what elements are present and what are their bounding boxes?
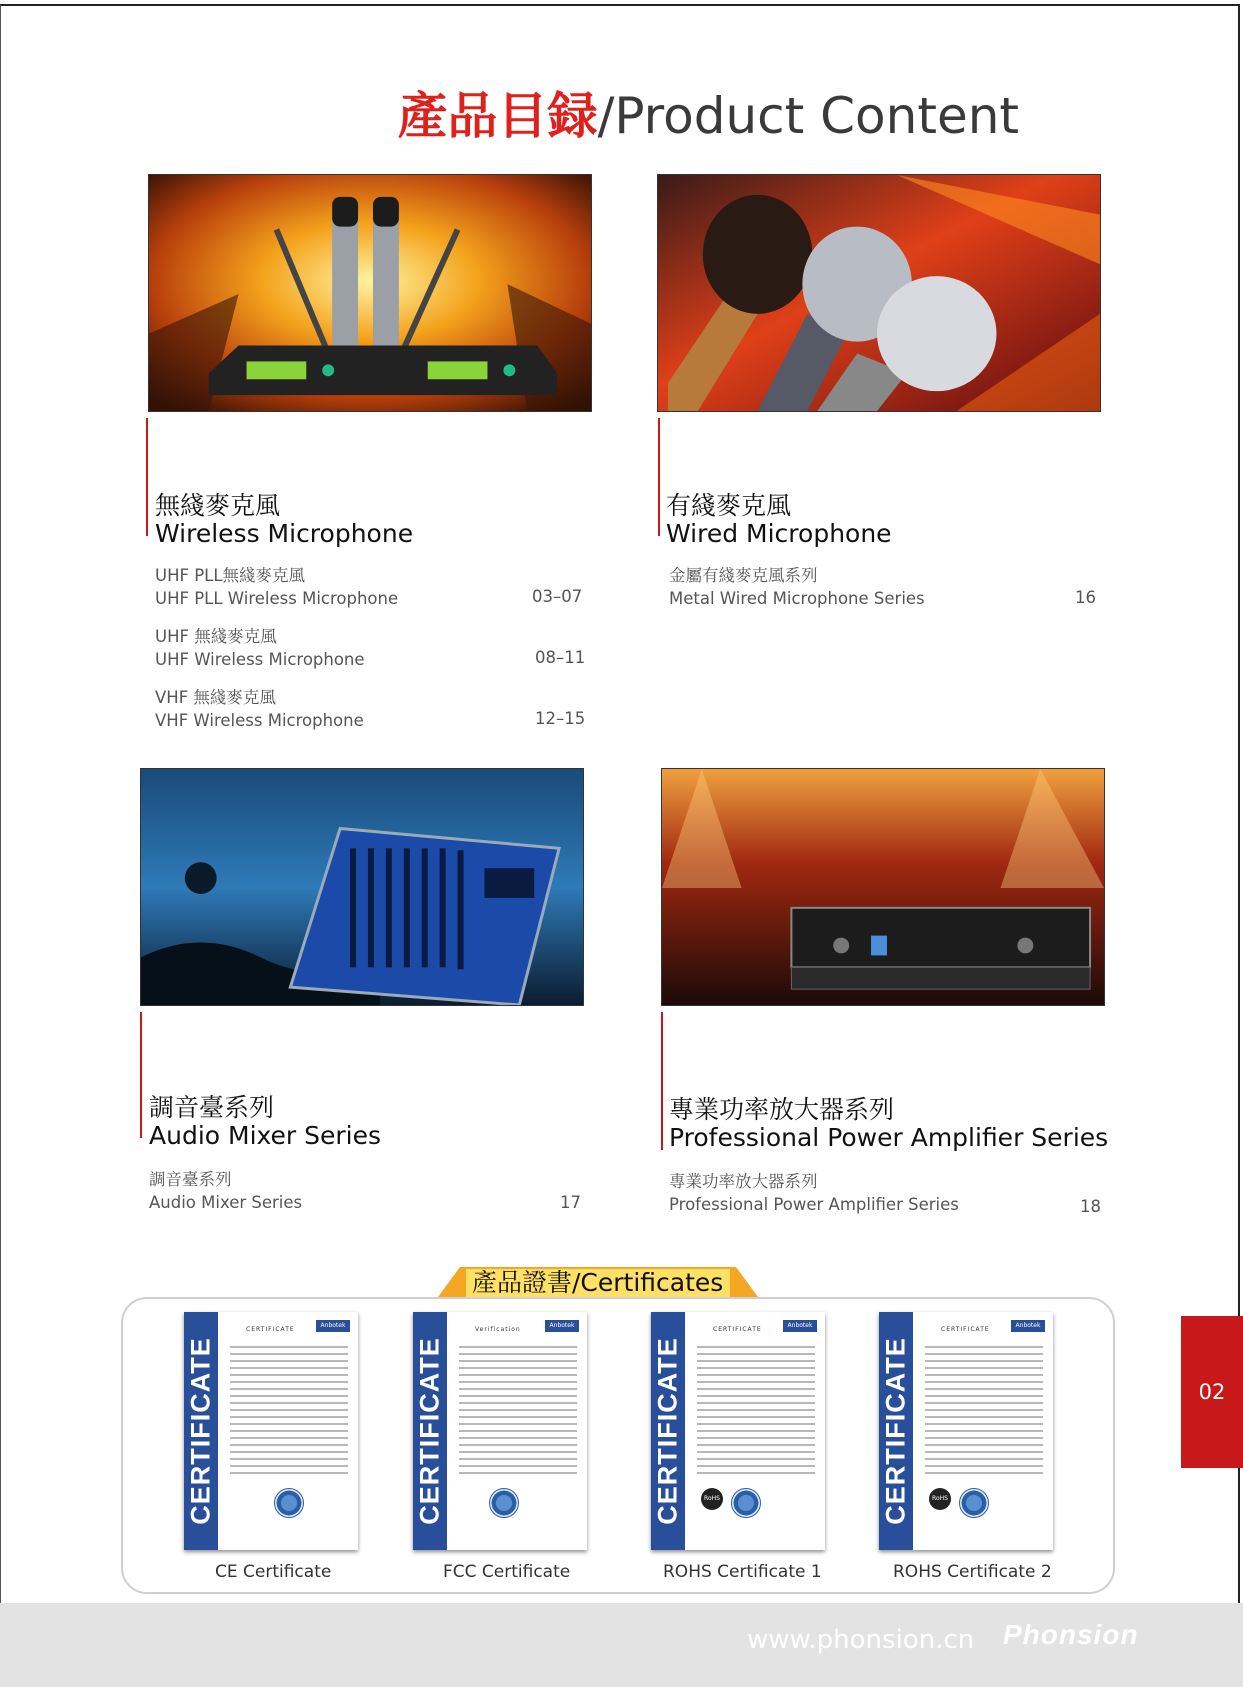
section-title-zh: 調音臺系列	[149, 1093, 275, 1122]
toc-item-zh: 金屬有綫麥克風系列	[669, 566, 818, 585]
certificate-caption: CE Certificate	[215, 1562, 332, 1582]
certificate-band-text: CERTIFICATE	[414, 1337, 445, 1525]
fcc-certificate-image	[413, 1312, 587, 1550]
toc-item	[155, 686, 364, 732]
section-title-zh: 無綫麥克風	[155, 491, 281, 520]
wireless-microphone-photo	[148, 174, 592, 412]
seal-icon	[959, 1488, 989, 1518]
section-divider	[661, 1012, 663, 1150]
page-title-en: /Product Content	[597, 87, 1019, 145]
toc-item-en: Professional Power Amplifier Series	[669, 1195, 959, 1214]
toc-page-number: 03–07	[532, 587, 583, 606]
section-divider	[658, 418, 660, 536]
toc-page-number: 18	[1080, 1197, 1101, 1216]
section-title-en: Wired Microphone	[666, 519, 892, 548]
seal-icon	[489, 1488, 519, 1518]
section-title-zh: 有綫麥克風	[666, 491, 792, 520]
toc-item-zh: UHF PLL無綫麥克風	[155, 566, 306, 585]
footer	[0, 1603, 1243, 1687]
certificate-band-text: CERTIFICATE	[185, 1337, 216, 1525]
certificate-band-text: CERTIFICATE	[652, 1337, 683, 1525]
toc-item	[155, 625, 365, 671]
certificate-caption: ROHS Certificate 1	[663, 1562, 822, 1582]
rohs-certificate-1-image	[651, 1312, 825, 1550]
audio-mixer-photo	[140, 768, 584, 1006]
section-wired-heading	[666, 492, 892, 548]
wired-microphone-photo	[657, 174, 1101, 412]
toc-page-number: 08–11	[535, 648, 586, 667]
toc-item-zh: UHF 無綫麥克風	[155, 627, 277, 646]
section-amplifier-heading	[669, 1096, 1108, 1152]
page-number-tab: 02	[1181, 1316, 1243, 1468]
section-wireless-heading	[155, 492, 413, 548]
rohs-certificate-2-image	[879, 1312, 1053, 1550]
anbotek-logo: Anbotek	[316, 1320, 350, 1332]
toc-item-en: UHF Wireless Microphone	[155, 650, 365, 669]
certificates-heading	[438, 1267, 758, 1297]
seal-icon	[274, 1488, 304, 1518]
section-divider	[146, 418, 148, 536]
toc-item-zh: VHF 無綫麥克風	[155, 688, 276, 707]
toc-item	[669, 564, 925, 610]
seal-icon	[731, 1488, 761, 1518]
toc-item-en: Audio Mixer Series	[149, 1193, 303, 1212]
toc-item	[669, 1170, 959, 1216]
certificate-doc-header: CERTIFICATE	[941, 1326, 990, 1333]
rohs-badge-icon: RoHS	[701, 1488, 723, 1510]
rohs-badge-icon: RoHS	[929, 1488, 951, 1510]
certificates-heading-label: 產品證書/Certificates	[472, 1268, 724, 1297]
certificate-caption: FCC Certificate	[443, 1562, 571, 1582]
toc-item	[155, 564, 398, 610]
page-title	[398, 76, 1019, 148]
toc-page-number: 17	[560, 1193, 581, 1212]
toc-item	[149, 1168, 302, 1214]
toc-page-number: 16	[1075, 588, 1096, 607]
footer-website: www.phonsion.cn	[747, 1625, 975, 1655]
certificate-caption: ROHS Certificate 2	[893, 1562, 1052, 1582]
certificate-band-text: CERTIFICATE	[880, 1337, 911, 1525]
section-title-zh: 專業功率放大器系列	[669, 1095, 895, 1124]
toc-item-en: Metal Wired Microphone Series	[669, 589, 925, 608]
section-mixer-heading	[149, 1094, 381, 1150]
toc-page-number: 12–15	[535, 709, 586, 728]
footer-brand-logo: Phonsion	[1003, 1619, 1139, 1650]
certificate-doc-header: Verification	[475, 1326, 521, 1333]
section-title-en: Professional Power Amplifier Series	[669, 1123, 1109, 1152]
certificate-doc-header: CERTIFICATE	[713, 1326, 762, 1333]
anbotek-logo: Anbotek	[783, 1320, 817, 1332]
section-divider	[140, 1012, 142, 1138]
certificate-doc-header: CERTIFICATE	[246, 1326, 295, 1333]
toc-item-zh: 專業功率放大器系列	[669, 1172, 818, 1191]
ce-certificate-image	[184, 1312, 358, 1550]
section-title-en: Audio Mixer Series	[149, 1121, 382, 1150]
page-title-zh: 產品目録	[397, 87, 598, 145]
section-title-en: Wireless Microphone	[155, 519, 414, 548]
power-amplifier-photo	[661, 768, 1105, 1006]
toc-item-zh: 調音臺系列	[149, 1170, 232, 1189]
anbotek-logo: Anbotek	[1011, 1320, 1045, 1332]
toc-item-en: VHF Wireless Microphone	[155, 711, 364, 730]
toc-item-en: UHF PLL Wireless Microphone	[155, 589, 399, 608]
anbotek-logo: Anbotek	[545, 1320, 579, 1332]
